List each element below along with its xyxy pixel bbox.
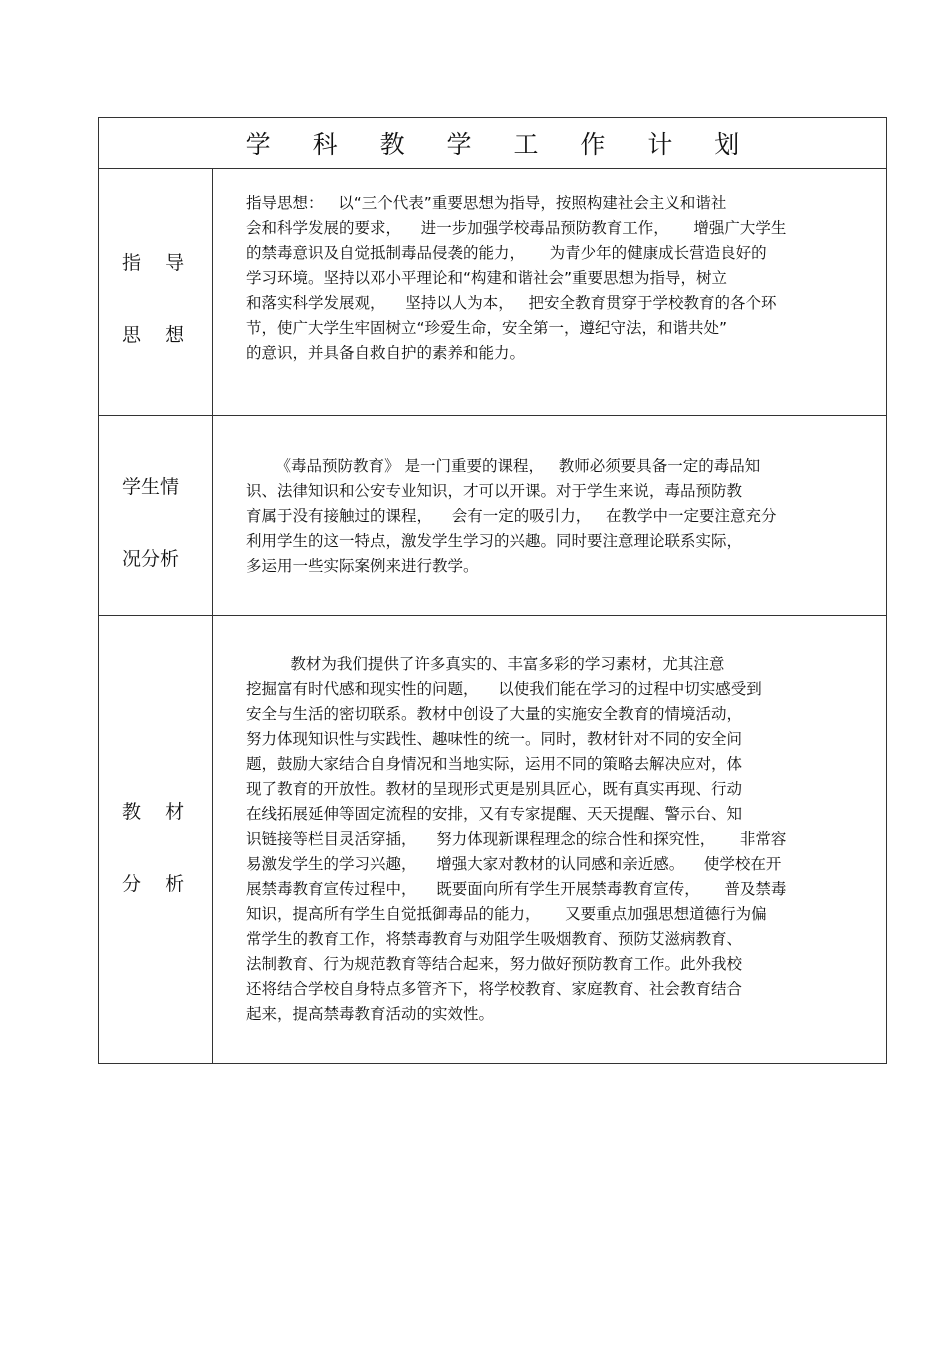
text-line: 安全与生活的密切联系。教材中创设了大量的实施安全教育的情境活动，: [246, 705, 743, 723]
text-line: 的禁毒意识及自觉抵制毒品侵袭的能力， 为青少年的健康成长营造良好的: [246, 244, 767, 262]
text-line: 《毒品预防教育》 是一门重要的课程， 教师必须要具备一定的毒品知: [246, 457, 761, 475]
text-line: 易激发学生的学习兴趣， 增强大家对教材的认同感和亲近感。 使学校在开: [246, 855, 782, 873]
section-content: [213, 616, 886, 1063]
text-line: 识链接等栏目灵活穿插， 努力体现新课程理念的综合性和探究性， 非常容: [246, 830, 787, 848]
section-student-analysis: [99, 416, 886, 616]
section-guiding-thought: [99, 169, 886, 416]
text-line: 利用学生的这一特点，激发学生学习的兴趣。同时要注意理论联系实际，: [246, 532, 743, 550]
text-line: 教材为我们提供了许多真实的、丰富多彩的学习素材，尤其注意: [246, 655, 725, 673]
text-line: 展禁毒教育宣传过程中， 既要面向所有学生开展禁毒教育宣传， 普及禁毒: [246, 880, 787, 898]
text-line: 现了教育的开放性。教材的呈现形式更是别具匠心，既有真实再现、行动: [246, 780, 743, 798]
text-line: 的意识，并具备自救自护的素养和能力。: [246, 344, 526, 362]
text-line: 和落实科学发展观， 坚持以人为本， 把安全教育贯穿于学校教育的各个环: [246, 294, 777, 312]
section-material-analysis: [99, 616, 886, 1063]
plan-table: [98, 117, 887, 1064]
text-line: 努力体现知识性与实践性、趣味性的统一。同时，教材针对不同的安全问: [246, 730, 743, 748]
text-line: 常学生的教育工作，将禁毒教育与劝阻学生吸烟教育、预防艾滋病教育、: [246, 930, 743, 948]
section-label-line: 教 材: [122, 801, 185, 823]
section-label: [99, 616, 213, 1063]
section-label-line: 思 想: [122, 324, 185, 346]
section-label-line: 分 析: [122, 873, 185, 895]
section-label-line: 学生情: [122, 476, 180, 498]
text-line: 指导思想： 以“三个代表”重要思想为指导，按照构建社会主义和谐社: [246, 194, 727, 212]
text-line: 题，鼓励大家结合自身情况和当地实际，运用不同的策略去解决应对，体: [246, 755, 743, 773]
text-line: 挖掘富有时代感和现实性的问题， 以使我们能在学习的过程中切实感受到: [246, 680, 762, 698]
text-line: 起来，提高禁毒教育活动的实效性。: [246, 1005, 495, 1023]
text-line: 学习环境。坚持以邓小平理论和“构建和谐社会”重要思想为指导，树立: [246, 269, 728, 287]
section-label: [99, 169, 213, 415]
text-line: 识、法律知识和公安专业知识，才可以开课。对于学生来说，毒品预防教: [246, 482, 743, 500]
text-line: 还将结合学校自身特点多管齐下，将学校教育、家庭教育、社会教育结合: [246, 980, 743, 998]
table-title: 学 科 教 学 工 作 计 划: [99, 118, 886, 169]
text-line: 多运用一些实际案例来进行教学。: [246, 557, 479, 575]
text-line: 在线拓展延伸等固定流程的安排，又有专家提醒、天天提醒、警示台、知: [246, 805, 743, 823]
section-content: [213, 416, 886, 615]
text-line: 会和科学发展的要求， 进一步加强学校毒品预防教育工作， 增强广大学生: [246, 219, 787, 237]
section-label-line: 况分析: [122, 548, 180, 570]
text-line: 育属于没有接触过的课程， 会有一定的吸引力， 在教学中一定要注意充分: [246, 507, 777, 525]
section-label-line: 指 导: [122, 252, 185, 274]
text-line: 知识，提高所有学生自觉抵御毒品的能力， 又要重点加强思想道德行为偏: [246, 905, 767, 923]
text-line: 节，使广大学生牢固树立“珍爱生命，安全第一，遵纪守法，和谐共处”: [246, 319, 728, 337]
section-label: [99, 416, 213, 615]
text-line: 法制教育、行为规范教育等结合起来，努力做好预防教育工作。此外我校: [246, 955, 743, 973]
section-content: [213, 169, 886, 415]
